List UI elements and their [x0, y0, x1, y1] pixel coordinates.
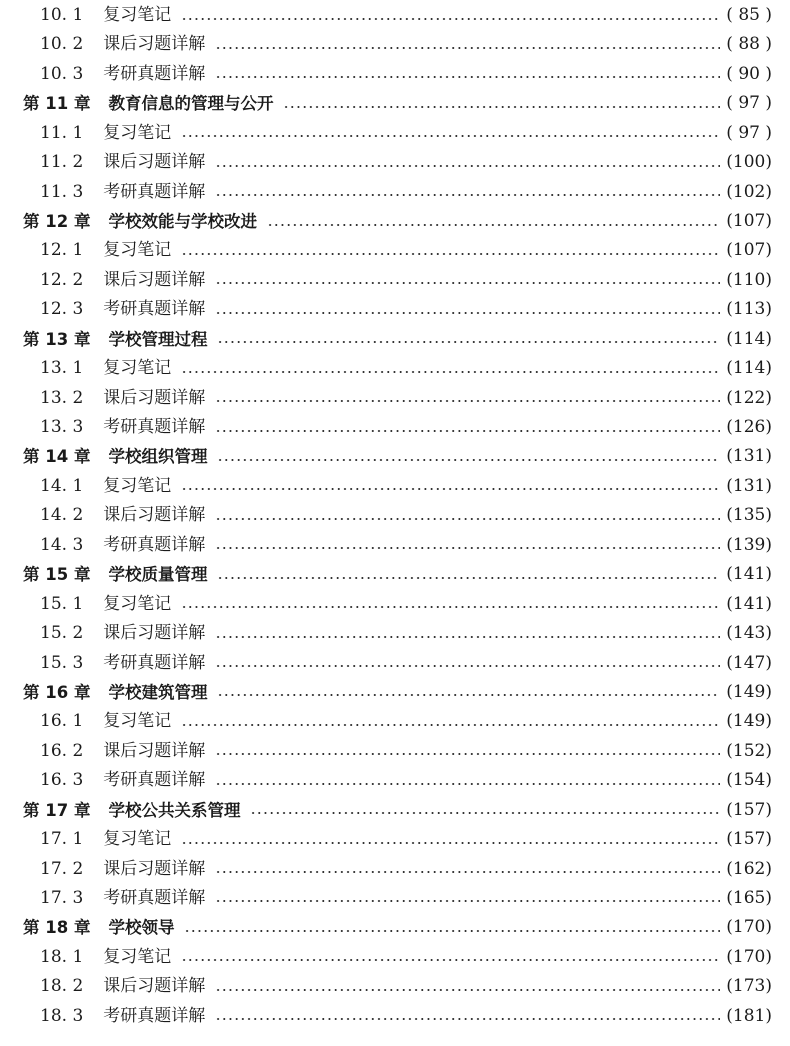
toc-entry-title: 考研真题详解: [103, 417, 206, 437]
toc-page-number: ( 85 ): [726, 5, 772, 25]
toc-page-number: (173): [726, 976, 772, 997]
toc-section-row[interactable]: [0, 413, 790, 442]
toc-page-number: (165): [726, 887, 772, 908]
toc-entry-number: 第 13 章: [23, 329, 91, 349]
toc-section-row[interactable]: [0, 884, 790, 913]
toc-entry-title: 考研真题详解: [103, 299, 206, 320]
toc-entry-number: 16. 1: [40, 711, 84, 732]
dot-leader: [215, 312, 720, 314]
toc-entry-title: 学校质量管理: [108, 565, 208, 585]
toc-entry-number: 14. 2: [40, 505, 84, 526]
toc-page-number: ( 97 ): [726, 93, 772, 114]
toc-entry-title: 课后习题详解: [103, 387, 206, 408]
toc-entry-title: 学校管理过程: [108, 329, 208, 349]
toc-entry-title: 考研真题详解: [103, 887, 206, 908]
toc-section-row[interactable]: [0, 30, 790, 59]
toc-page-number: (162): [726, 858, 772, 879]
toc-page-number: (170): [726, 917, 772, 938]
dot-leader: [215, 400, 720, 402]
dot-leader: [215, 900, 720, 902]
toc-entry-title: 复习笔记: [103, 475, 172, 496]
toc-entry-number: 13. 3: [40, 417, 84, 437]
toc-page-number: (126): [726, 417, 772, 437]
toc-entry-title: 复习笔记: [103, 711, 172, 732]
toc-entry-number: 17. 2: [40, 858, 84, 879]
toc-entry-number: 16. 3: [40, 770, 84, 791]
toc-entry-title: 复习笔记: [103, 240, 172, 261]
toc-page-number: ( 90 ): [726, 63, 772, 84]
dot-leader: [215, 282, 720, 284]
toc-page-number: (114): [726, 328, 772, 349]
toc-entry-title: 考研真题详解: [103, 1005, 206, 1026]
toc-section-row[interactable]: [0, 501, 790, 530]
dot-leader: [215, 430, 720, 432]
toc-page-number: (100): [726, 152, 772, 173]
toc-section-row[interactable]: [0, 737, 790, 766]
toc-page-number: (152): [726, 740, 772, 761]
toc-section-row[interactable]: [0, 119, 790, 148]
toc-section-row[interactable]: [0, 148, 790, 177]
toc-chapter-row[interactable]: [0, 913, 790, 942]
toc-entry-title: 学校组织管理: [108, 447, 208, 467]
toc-entry-number: 18. 1: [40, 946, 84, 967]
toc-section-row[interactable]: [0, 472, 790, 501]
toc-section-row[interactable]: [0, 649, 790, 678]
toc-entry-number: 11. 1: [40, 122, 84, 143]
toc-page-number: (102): [726, 181, 772, 202]
toc-chapter-row[interactable]: [0, 796, 790, 825]
toc-section-row[interactable]: [0, 855, 790, 884]
toc-entry-title: 课后习题详解: [103, 858, 206, 879]
dot-leader: [215, 1018, 720, 1020]
toc-entry-title: 课后习题详解: [103, 505, 206, 526]
toc-entry-title: 课后习题详解: [103, 623, 206, 643]
toc-page-number: (170): [726, 946, 772, 967]
dot-leader: [215, 194, 720, 196]
toc-entry-number: 17. 1: [40, 829, 84, 849]
toc-entry-number: 15. 2: [40, 623, 84, 643]
toc-entry-number: 15. 3: [40, 652, 84, 673]
toc-page-number: (113): [726, 299, 772, 320]
toc-page-number: (149): [726, 711, 772, 732]
toc-chapter-row[interactable]: [0, 560, 790, 589]
toc-entry-title: 复习笔记: [103, 829, 172, 849]
toc-entry-number: 13. 2: [40, 387, 84, 408]
dot-leader: [184, 930, 720, 932]
toc-entry-title: 考研真题详解: [103, 63, 206, 84]
toc-entry-title: 课后习题详解: [103, 34, 206, 55]
toc-page-number: (149): [726, 681, 772, 702]
toc-section-row[interactable]: [0, 384, 790, 413]
toc-page-number: ( 88 ): [726, 34, 772, 55]
dot-leader: [215, 989, 720, 991]
toc-section-row[interactable]: [0, 1, 790, 30]
toc-entry-number: 17. 3: [40, 887, 84, 908]
toc-section-row[interactable]: [0, 619, 790, 648]
dot-leader: [181, 135, 720, 137]
toc-page-number: ( 97 ): [726, 122, 772, 143]
dot-leader: [217, 459, 720, 461]
toc-entry-number: 13. 1: [40, 358, 84, 379]
toc-entry-title: 学校效能与学校改进: [108, 212, 257, 231]
toc-entry-title: 学校领导: [108, 918, 175, 938]
toc-entry-number: 第 12 章: [23, 212, 91, 231]
toc-chapter-row[interactable]: [0, 678, 790, 707]
toc-section-row[interactable]: [0, 590, 790, 619]
toc-entry-number: 第 11 章: [23, 94, 91, 114]
toc-entry-title: 考研真题详解: [103, 181, 206, 202]
toc-entry-title: 课后习题详解: [103, 269, 206, 290]
dot-leader: [215, 871, 720, 873]
dot-leader: [181, 606, 720, 608]
toc-section-row[interactable]: [0, 766, 790, 795]
toc-page-number: (135): [726, 505, 772, 526]
toc-page-number: (154): [726, 770, 772, 791]
toc-page-number: (114): [726, 358, 772, 379]
toc-entry-number: 第 17 章: [23, 800, 91, 820]
toc-entry-number: 11. 3: [40, 181, 84, 202]
toc-section-row[interactable]: [0, 1002, 790, 1031]
toc-page-number: (141): [726, 593, 772, 614]
toc-page-number: (131): [726, 475, 772, 496]
toc-page-number: (147): [726, 652, 772, 673]
toc-page-number: (157): [726, 829, 772, 849]
toc-section-row[interactable]: [0, 266, 790, 295]
toc-entry-title: 课后习题详解: [103, 152, 206, 173]
toc-entry-number: 12. 2: [40, 269, 84, 290]
toc-entry-title: 考研真题详解: [103, 534, 206, 555]
toc-page-number: (131): [726, 446, 772, 467]
toc-section-row[interactable]: [0, 972, 790, 1001]
toc-entry-number: 第 15 章: [23, 565, 91, 585]
toc-page-number: (157): [726, 799, 772, 820]
toc-entry-title: 复习笔记: [103, 946, 172, 967]
toc-entry-number: 18. 2: [40, 976, 84, 997]
dot-leader: [215, 518, 720, 520]
toc-entry-number: 14. 1: [40, 475, 84, 496]
toc-page-number: (107): [726, 211, 772, 231]
toc-page-number: (143): [726, 623, 772, 643]
toc-section-row[interactable]: [0, 178, 790, 207]
toc-chapter-row[interactable]: [0, 325, 790, 354]
toc-entry-title: 学校建筑管理: [108, 682, 208, 702]
dot-leader: [215, 665, 720, 667]
toc-entry-number: 12. 1: [40, 240, 84, 261]
toc-entry-number: 第 16 章: [23, 682, 91, 702]
dot-leader: [215, 783, 720, 785]
toc-section-row[interactable]: [0, 531, 790, 560]
toc-entry-number: 第 18 章: [23, 918, 91, 938]
toc-entry-number: 11. 2: [40, 152, 84, 173]
toc-entry-title: 课后习题详解: [103, 976, 206, 997]
dot-leader: [250, 812, 720, 814]
dot-leader: [181, 842, 720, 844]
toc-section-row[interactable]: [0, 236, 790, 265]
dot-leader: [267, 224, 720, 226]
toc-section-row[interactable]: [0, 825, 790, 854]
toc-entry-number: 10. 3: [40, 63, 84, 84]
dot-leader: [215, 547, 720, 549]
toc-section-row[interactable]: [0, 60, 790, 89]
toc-entry-title: 教育信息的管理与公开: [108, 94, 274, 114]
toc-section-row[interactable]: [0, 707, 790, 736]
toc-chapter-row[interactable]: [0, 89, 790, 118]
toc-entry-number: 16. 2: [40, 740, 84, 761]
toc-entry-title: 复习笔记: [103, 593, 172, 614]
dot-leader: [181, 253, 720, 255]
toc-entry-number: 18. 3: [40, 1005, 84, 1026]
dot-leader: [215, 76, 720, 78]
toc-entry-title: 考研真题详解: [103, 652, 206, 673]
toc-chapter-row[interactable]: [0, 442, 790, 471]
toc-entry-number: 第 14 章: [23, 447, 91, 467]
dot-leader: [215, 753, 720, 755]
toc-entry-title: 复习笔记: [103, 5, 172, 25]
toc-entry-number: 14. 3: [40, 534, 84, 555]
toc-page-number: (139): [726, 534, 772, 555]
toc-entry-title: 复习笔记: [103, 122, 172, 143]
toc-section-row[interactable]: [0, 943, 790, 972]
dot-leader: [217, 694, 720, 696]
toc-page-number: (107): [726, 240, 772, 261]
dot-leader: [181, 959, 720, 961]
dot-leader: [215, 165, 720, 167]
toc-entry-title: 课后习题详解: [103, 740, 206, 761]
toc-page-number: (110): [726, 269, 772, 290]
toc-entry-title: 考研真题详解: [103, 770, 206, 791]
toc-section-row[interactable]: [0, 354, 790, 383]
dot-leader: [283, 106, 720, 108]
dot-leader: [215, 47, 720, 49]
toc-entry-number: 12. 3: [40, 299, 84, 320]
dot-leader: [217, 341, 720, 343]
dot-leader: [181, 488, 720, 490]
toc-page-number: (141): [726, 564, 772, 585]
toc-page-number: (181): [726, 1005, 772, 1026]
dot-leader: [215, 636, 720, 638]
toc-entry-number: 10. 2: [40, 34, 84, 55]
dot-leader: [181, 18, 720, 20]
toc-chapter-row[interactable]: [0, 207, 790, 236]
dot-leader: [181, 724, 720, 726]
toc-entry-number: 10. 1: [40, 5, 84, 25]
toc-entry-title: 复习笔记: [103, 358, 172, 379]
toc-entry-title: 学校公共关系管理: [108, 800, 241, 820]
dot-leader: [217, 577, 720, 579]
toc-entry-number: 15. 1: [40, 593, 84, 614]
dot-leader: [181, 371, 720, 373]
toc-page-number: (122): [726, 387, 772, 408]
toc-section-row[interactable]: [0, 295, 790, 324]
